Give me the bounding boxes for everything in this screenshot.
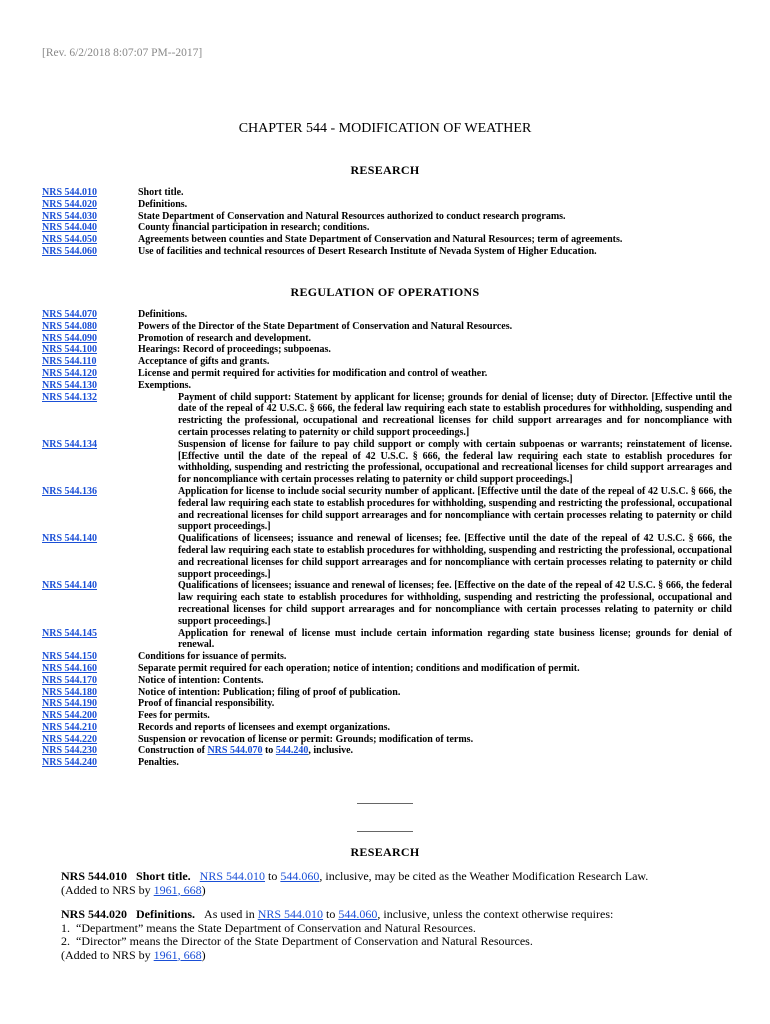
section-number: NRS 544.010	[61, 869, 128, 883]
toc-section-link[interactable]: NRS 544.200	[42, 710, 98, 722]
toc-section-title: Definitions.	[138, 198, 188, 210]
toc-row	[42, 199, 732, 211]
text: , inclusive, unless the context otherwise requires:	[377, 907, 614, 921]
text: As used in	[204, 907, 258, 921]
toc-section-title: State Department of Conservation and Natural Resources authorized to conduct research programs.	[138, 210, 566, 222]
toc-row	[42, 368, 732, 380]
toc-section-link[interactable]: NRS 544.150	[42, 651, 98, 663]
toc-section-title: Short title.	[138, 187, 184, 198]
toc-row	[42, 710, 732, 722]
section-544-010	[61, 870, 741, 897]
section-title: Definitions.	[136, 907, 196, 921]
toc-section-link[interactable]: NRS 544.180	[42, 686, 98, 698]
section-544-020	[61, 908, 741, 962]
toc-section-title: Agreements between counties and State Department of Conservation and Natural Resources; term of agreements.	[138, 234, 623, 246]
toc-section-link[interactable]: NRS 544.130	[42, 379, 98, 391]
toc-section-link[interactable]: NRS 544.230	[42, 745, 98, 757]
toc-section-link[interactable]: NRS 544.040	[42, 222, 98, 234]
toc-row	[42, 187, 732, 199]
toc-section-link[interactable]: NRS 544.145	[42, 627, 98, 639]
toc-row	[42, 309, 732, 321]
toc-row	[42, 687, 732, 699]
toc-section-link[interactable]: NRS 544.140	[42, 533, 98, 545]
toc-row	[42, 533, 732, 580]
toc-section-title: Application for license to include social security number of applicant. [Effective until the date of the repeal of 42 U.S.C. § 666, the federal law requiring each state to establish procedures for withholding, suspending and restricting the professional, occupational and recreational licenses for child support arrearages and for noncompliance with certain processes relating to paternity or child support proceedings.]	[178, 485, 732, 533]
toc-section-link[interactable]: NRS 544.160	[42, 662, 98, 674]
toc-section-link[interactable]: NRS 544.134	[42, 438, 98, 450]
statutes-link[interactable]: 1961, 668	[153, 882, 202, 897]
toc-row	[42, 628, 732, 652]
toc-section-link[interactable]: NRS 544.140	[42, 580, 98, 592]
toc-section-link[interactable]: NRS 544.220	[42, 733, 98, 745]
chapter-title: CHAPTER 544 - MODIFICATION OF WEATHER	[238, 121, 532, 136]
toc-section-link[interactable]: NRS 544.136	[42, 485, 98, 497]
toc-section-title: Records and reports of licensees and exempt organizations.	[138, 721, 391, 733]
regulation-toc	[42, 309, 732, 769]
toc-section-title: Penalties.	[138, 757, 179, 769]
nrs-link[interactable]: NRS 544.010	[199, 869, 266, 883]
toc-section-title: Notice of intention: Publication; filing of proof of publication.	[138, 686, 401, 698]
toc-section-title: Payment of child support: Statement by applicant for license; grounds for denial of license; duty of Director. [Effective until the date of the repeal of 42 U.S.C. § 666, the federal law requiring each state to establish procedures for withholding, suspending and restricting the professional, occupational and recreational licenses for child support arrearages and for noncompliance with certain processes relating to paternity or child support proceedings.]	[178, 391, 732, 438]
toc-section-link[interactable]: NRS 544.080	[42, 320, 98, 332]
toc-row	[42, 580, 732, 627]
toc-section-title: Fees for permits.	[138, 710, 210, 722]
toc-section-title: Suspension of license for failure to pay child support or comply with certain subpoenas or warrants; reinstatement of license. [Effective until the date of the repeal of 42 U.S.C. § 666, the federal law requiring each state to establish procedures for withholding, suspending and restricting the professional, occupational and recreational licenses for child support arrearages and for noncompliance with certain processes relating to paternity or child support proceedings.]	[178, 438, 732, 486]
nrs-link[interactable]: 544.060	[338, 907, 378, 921]
toc-section-link[interactable]: NRS 544.090	[42, 332, 98, 344]
inline-nrs-link[interactable]: NRS 544.070	[207, 745, 263, 757]
text: to	[323, 907, 339, 921]
toc-row	[42, 392, 732, 439]
body-research-heading: RESEARCH	[350, 845, 420, 859]
toc-section-link[interactable]: NRS 544.170	[42, 674, 98, 686]
text: Construction of	[138, 745, 208, 757]
toc-row	[42, 757, 732, 769]
toc-section-title: Powers of the Director of the State Department of Conservation and Natural Resources.	[138, 320, 513, 332]
toc-row	[42, 734, 732, 746]
toc-row	[42, 344, 732, 356]
toc-section-link[interactable]: NRS 544.190	[42, 698, 98, 710]
toc-section-title: Conditions for issuance of permits.	[138, 651, 287, 663]
toc-section-link[interactable]: NRS 544.010	[42, 187, 98, 198]
toc-section-title: Application for renewal of license must include certain information regarding state business license; grounds for denial of renewal.	[178, 627, 732, 651]
nrs-link[interactable]: 544.060	[280, 869, 320, 883]
text: to	[265, 869, 281, 883]
toc-row	[42, 211, 732, 223]
definition-item: 1. “Department” means the State Department of Conservation and Natural Resources.	[61, 920, 476, 935]
toc-row	[42, 380, 732, 392]
section-title: Short title.	[136, 869, 191, 883]
toc-section-link[interactable]: NRS 544.030	[42, 210, 98, 222]
toc-row	[42, 333, 732, 345]
history-note: (Added to NRS by	[61, 947, 154, 962]
statutes-link[interactable]: 1961, 668	[153, 947, 202, 962]
history-note: )	[201, 882, 206, 897]
text: to	[262, 745, 276, 757]
toc-section-title: Notice of intention: Contents.	[138, 674, 264, 686]
toc-section-title: Exemptions.	[138, 379, 192, 391]
toc-section-link[interactable]: NRS 544.110	[42, 356, 97, 368]
toc-section-title: Acceptance of gifts and grants.	[138, 356, 270, 368]
toc-section-title: Suspension or revocation of license or permit: Grounds; modification of terms.	[138, 733, 474, 745]
nrs-link[interactable]: NRS 544.010	[257, 907, 324, 921]
toc-row	[42, 439, 732, 486]
toc-section-link[interactable]: NRS 544.070	[42, 309, 98, 320]
toc-row	[42, 246, 732, 258]
toc-section-title: Definitions.	[138, 309, 188, 320]
toc-section-title: County financial participation in research; conditions.	[138, 222, 370, 234]
toc-row	[42, 663, 732, 675]
toc-section-link[interactable]: NRS 544.132	[42, 391, 98, 403]
toc-section-link[interactable]: NRS 544.120	[42, 367, 98, 379]
toc-section-title: License and permit required for activities for modification and control of weather.	[138, 367, 488, 379]
toc-row	[42, 745, 732, 757]
toc-row	[42, 486, 732, 533]
toc-row	[42, 651, 732, 663]
section-number: NRS 544.020	[61, 907, 128, 921]
inline-nrs-link[interactable]: 544.240	[275, 745, 309, 757]
toc-section-link[interactable]: NRS 544.210	[42, 721, 98, 733]
toc-section-title: Hearings: Record of proceedings; subpoenas.	[138, 344, 331, 356]
toc-row	[42, 222, 732, 234]
revision-stamp: [Rev. 6/2/2018 8:07:07 PM--2017]	[42, 47, 203, 59]
history-note: (Added to NRS by	[61, 882, 154, 897]
toc-row	[42, 356, 732, 368]
text: , inclusive.	[308, 745, 354, 757]
research-heading: RESEARCH	[350, 163, 420, 177]
toc-section-link[interactable]: NRS 544.240	[42, 757, 98, 769]
history-note: )	[201, 947, 206, 962]
text: , inclusive, may be cited as the Weather Modification Research Law.	[319, 869, 649, 883]
toc-row	[42, 698, 732, 710]
toc-section-title: Separate permit required for each operation; notice of intention; conditions and modification of permit.	[138, 662, 580, 674]
toc-section-title: Promotion of research and development.	[138, 332, 312, 344]
toc-section-link[interactable]: NRS 544.020	[42, 198, 98, 210]
toc-section-title: Proof of financial responsibility.	[138, 698, 275, 710]
toc-section-link[interactable]: NRS 544.050	[42, 234, 98, 246]
divider-rule	[357, 803, 413, 804]
regulation-heading: REGULATION OF OPERATIONS	[290, 285, 480, 299]
toc-row	[42, 722, 732, 734]
toc-row	[42, 675, 732, 687]
toc-row	[42, 234, 732, 246]
toc-section-title: Qualifications of licensees; issuance and renewal of licenses; fee. [Effective on the date of the repeal of 42 U.S.C. § 666, the federal law requiring each state to establish procedures for withholding, suspending and restricting the professional, occupational and recreational licenses for child support arrearages and for noncompliance with certain processes relating to paternity or child support proceedings.]	[178, 580, 732, 627]
toc-section-link[interactable]: NRS 544.060	[42, 245, 98, 257]
toc-section-title: Use of facilities and technical resources of Desert Research Institute of Nevada System of Higher Education.	[138, 245, 597, 257]
definition-item: 2. “Director” means the Director of the State Department of Conservation and Natural Resources.	[61, 934, 533, 948]
divider-rule	[357, 831, 413, 832]
toc-section-link[interactable]: NRS 544.100	[42, 344, 98, 356]
toc-section-title	[138, 745, 732, 757]
research-toc	[42, 187, 732, 258]
toc-section-title: Qualifications of licensees; issuance and renewal of licenses; fee. [Effective until the date of the repeal of 42 U.S.C. § 666, the federal law requiring each state to establish procedures for withholding, suspending and restricting the professional, occupational and recreational licenses for child support arrearages and for noncompliance with certain processes relating to paternity or child support proceedings.]	[178, 533, 732, 580]
toc-row	[42, 321, 732, 333]
